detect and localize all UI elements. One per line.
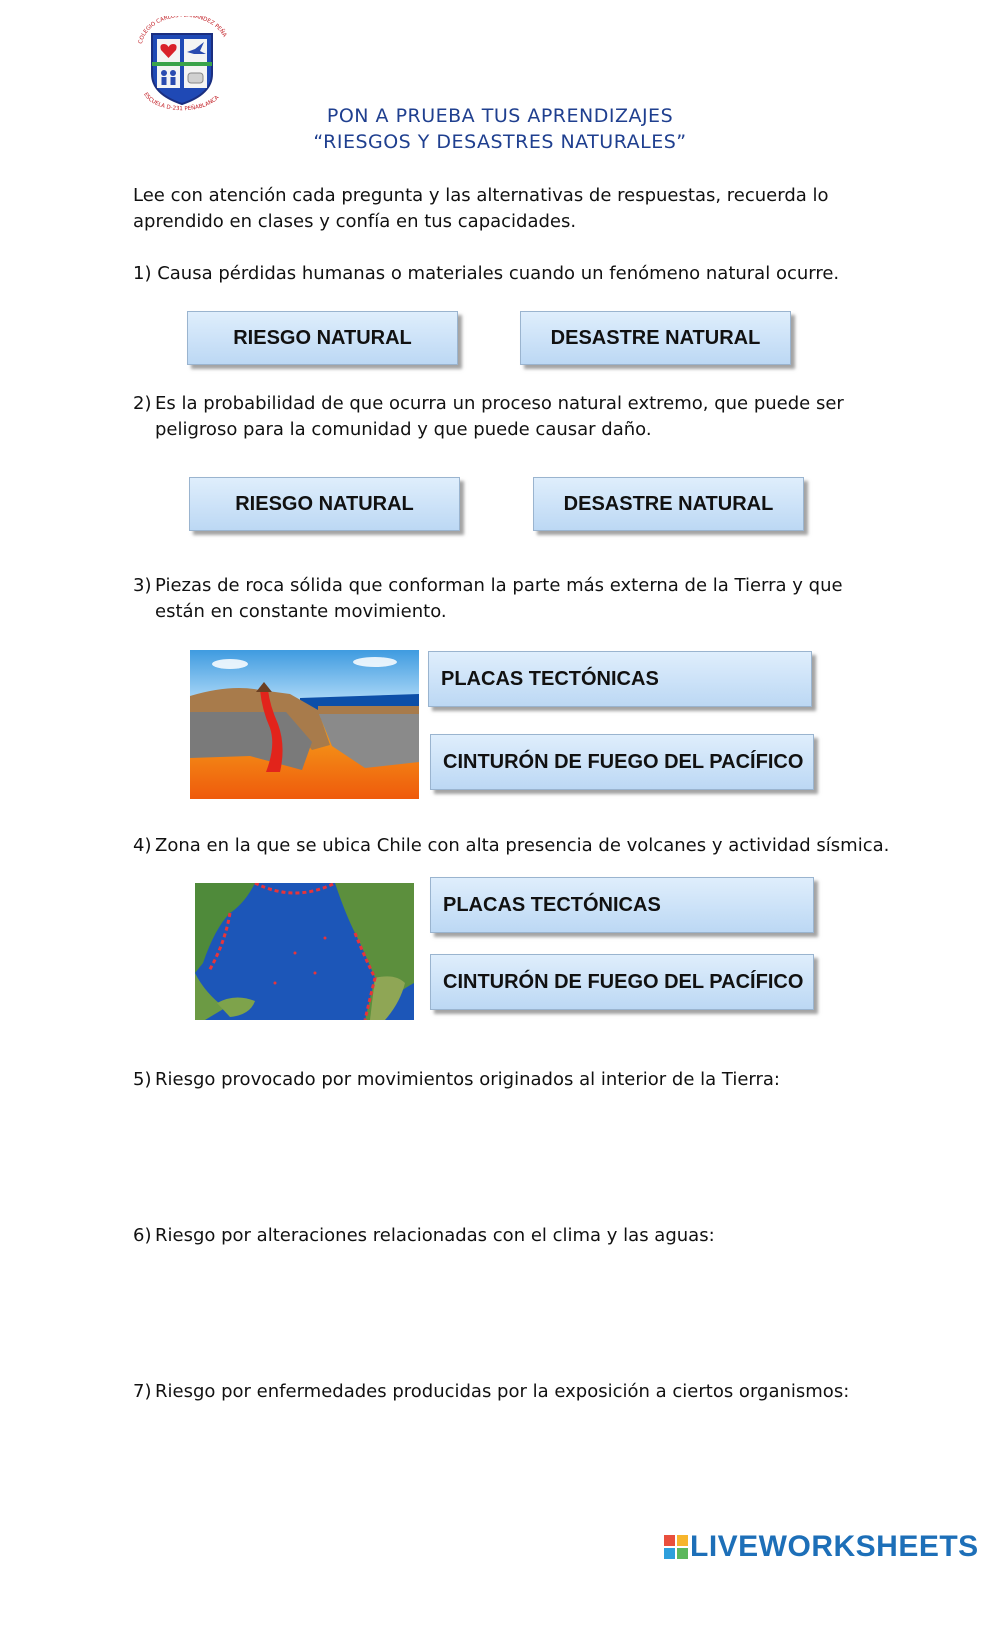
question-5-text: Riesgo provocado por movimientos originados al interior de la Tierra:	[155, 1069, 780, 1090]
question-3-line-1: Piezas de roca sólida que conforman la parte más externa de la Tierra y que	[155, 575, 843, 596]
question-1-text: 1) Causa pérdidas humanas o materiales cuando un fenómeno natural ocurre.	[133, 263, 840, 284]
liveworksheets-logo	[664, 1530, 979, 1564]
question-2-line-2: peligroso para la comunidad y que puede causar daño.	[155, 419, 652, 440]
question-5-number: 5)	[133, 1069, 152, 1090]
title-line-1: PON A PRUEBA TUS APRENDIZAJES	[326, 105, 674, 127]
intro-line-1: Lee con atención cada pregunta y las alternativas de respuestas, recuerda lo	[133, 185, 829, 206]
question-3-line-2: están en constante movimiento.	[155, 601, 447, 622]
question-2-line-1: Es la probabilidad de que ocurra un proceso natural extremo, que puede ser	[155, 393, 844, 414]
q4-option-placas-tectonicas[interactable]: PLACAS TECTÓNICAS	[430, 877, 814, 933]
question-4-number: 4)	[133, 835, 152, 856]
q3-option-placas-tectonicas[interactable]: PLACAS TECTÓNICAS	[428, 651, 812, 707]
liveworksheets-icon	[664, 1535, 688, 1559]
logo-bottom-text: ESCUELA D-231 PEÑABLANCA	[142, 91, 221, 111]
q3-option-cinturon-de-fuego[interactable]: CINTURÓN DE FUEGO DEL PACÍFICO	[430, 734, 814, 790]
question-3-number: 3)	[133, 575, 152, 596]
question-6-number: 6)	[133, 1225, 152, 1246]
question-7-number: 7)	[133, 1381, 152, 1402]
intro-line-2: aprendido en clases y confía en tus capacidades.	[133, 211, 577, 232]
school-logo	[132, 16, 232, 111]
question-7-text: Riesgo por enfermedades producidas por la exposición a ciertos organismos:	[155, 1381, 850, 1402]
title-line-2: “RIESGOS Y DESASTRES NATURALES”	[313, 131, 687, 153]
q2-option-desastre-natural[interactable]: DESASTRE NATURAL	[533, 477, 804, 531]
question-2-number: 2)	[133, 393, 152, 414]
logo-top-text: COLEGIO CARLOS NÁNDEZ PEÑA	[138, 16, 228, 45]
question-4-text: Zona en la que se ubica Chile con alta presencia de volcanes y actividad sísmica.	[155, 835, 890, 856]
question-5-answer-area[interactable]	[155, 1098, 815, 1198]
tectonic-plates-illustration	[190, 650, 419, 799]
liveworksheets-brand: LIVEWORKSHEETS	[690, 1530, 979, 1563]
question-6-text: Riesgo por alteraciones relacionadas con el clima y las aguas:	[155, 1225, 715, 1246]
q4-option-cinturon-de-fuego[interactable]: CINTURÓN DE FUEGO DEL PACÍFICO	[430, 954, 814, 1010]
pacific-ring-of-fire-map	[195, 883, 414, 1020]
q1-option-riesgo-natural[interactable]: RIESGO NATURAL	[187, 311, 458, 365]
q2-option-riesgo-natural[interactable]: RIESGO NATURAL	[189, 477, 460, 531]
question-7-answer-area[interactable]	[155, 1410, 815, 1510]
question-6-answer-area[interactable]	[155, 1254, 815, 1354]
q1-option-desastre-natural[interactable]: DESASTRE NATURAL	[520, 311, 791, 365]
